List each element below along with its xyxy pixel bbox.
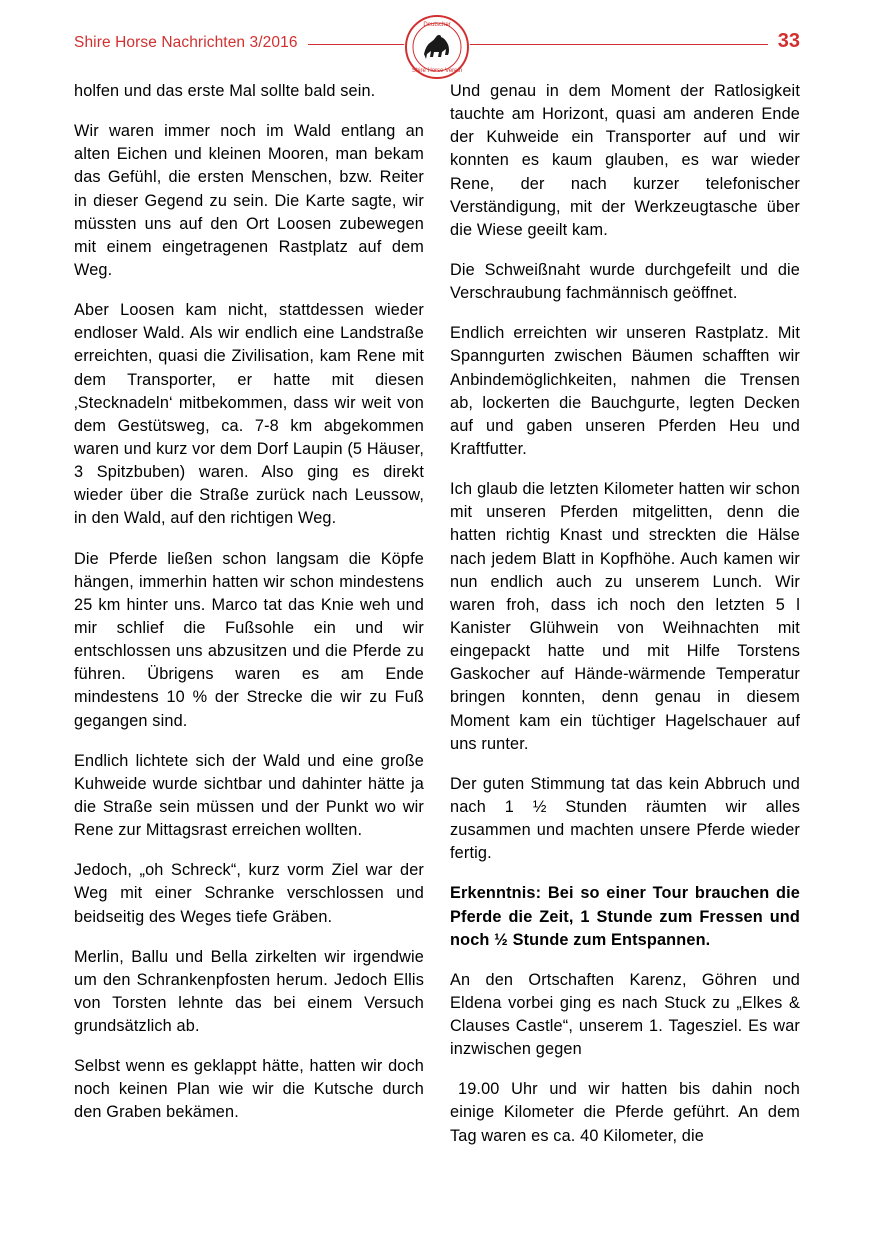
shire-horse-club-logo [404,14,470,80]
right-column [450,80,800,1210]
publication-title: Shire Horse Nachrichten 3/2016 [74,34,308,52]
paragraph: Aber Loosen kam nicht, stattdessen wieder endloser Wald. Als wir endlich eine Landstraße erreichten, quasi die Zivilisation, kam Rene mit dem Transporter, er hatte mit diesen ‚Stecknadeln‘ mitbekommen, dass wir weit von dem Gestütsweg, ca. 7-8 km abgekommen waren und kurz vor dem Dorf Laupin (5 Häuser, 3 Spitzbuben) waren. Also ging es direkt wieder über die Straße zurück nach Leussow, in den Wald, auf den richtigen Weg. [74,301,424,528]
paragraph: 19.00 Uhr und wir hatten bis dahin noch einige Kilometer die Pferde geführt. An dem Tag waren es ca. 40 Kilometer, die [450,1080,800,1145]
article-body [74,80,800,1210]
paragraph: Selbst wenn es geklappt hätte, hatten wir doch noch keinen Plan wie wir die Kutsche durch den Graben bekämen. [74,1057,424,1122]
left-column [74,80,424,1210]
paragraph: holfen und das erste Mal sollte bald sein. [74,82,376,100]
paragraph: Die Schweißnaht wurde durchgefeilt und die Verschraubung fachmännisch geöffnet. [450,260,800,303]
paragraph: Und genau in dem Moment der Ratlosigkeit tauchte am Horizont, quasi am anderen Ende der Kuhweide ein Transporter auf und wir konnten es kaum glauben, es war wieder Rene, der nach kurzer telefonischer Verständigung, mit der Werkzeugtasche über die Wiese geeilt kam. [450,82,800,239]
paragraph: An den Ortschaften Karenz, Göhren und Eldena vorbei ging es nach Stuck zu „Elkes & Clauses Castle“, unserem 1. Tagesziel. Es war inzwischen gegen [450,970,800,1059]
svg-text:Deutscher: Deutscher [423,22,451,28]
svg-text:Shire Horse Verein: Shire Horse Verein [411,68,463,74]
paragraph: Der guten Stimmung tat das kein Abbruch und nach 1 ½ Stunden räumten wir alles zusammen und machten unsere Pferde wieder fertig. [450,774,800,863]
paragraph: Endlich lichtete sich der Wald und eine große Kuhweide wurde sichtbar und dahinter hätte ja die Straße sein müssen und der Punkt wo wir Rene zur Mittagsrast erreichen wollten. [74,751,424,840]
paragraph: Endlich erreichten wir unseren Rastplatz. Mit Spanngurten zwischen Bäumen schafften wir Anbindemöglichkeiten, nahmen die Trensen ab, lockerten die Bauchgurte, legten Decken auf und gaben unseren Pferden Heu und Kraftfutter. [450,324,800,458]
paragraph: Jedoch, „oh Schreck“, kurz vorm Ziel war der Weg mit einer Schranke verschlossen und beidseitig des Weges tiefe Gräben. [74,861,424,926]
paragraph: Merlin, Ballu und Bella zirkelten wir irgendwie um den Schrankenpfosten herum. Jedoch Ellis von Torsten lehnte das bei einem Versuch grundsätzlich ab. [74,947,424,1036]
page-number: 33 [768,30,800,53]
paragraph: Ich glaub die letzten Kilometer hatten wir schon mit unseren Pferden mitgelitten, denn die hatten richtig Knast und streckten die Hälse nach jedem Blatt in Kopfhöhe. Auch kamen wir nun endlich auch zu unserem Lunch. Wir waren froh, dass ich noch den letzten 5 l Kanister Glühwein von Weihnachten mit eingepackt hatte und mit Hilfe Torstens Gaskocher auf Hände-wärmende Temperatur bringen konnten, denn genau in diesem Moment kam ein tüchtiger Hagelschauer auf uns runter. [450,480,800,753]
paragraph-conclusion: Erkenntnis: Bei so einer Tour brauchen die Pferde die Zeit, 1 Stunde zum Fressen und noch ½ Stunde zum Entspannen. [450,884,800,949]
page-header [74,22,800,74]
paragraph: Die Pferde ließen schon langsam die Köpfe hängen, immerhin hatten wir schon mindestens 25 km hinter uns. Marco tat das Knie weh und mir schlief die Fußsohle ein und wir entschlossen uns abzusitzen und die Pferde zu führen. Übrigens waren es am Ende mindestens 10 % der Strecke die wir zu Fuß gegangen sind. [74,549,424,730]
paragraph: Wir waren immer noch im Wald entlang an alten Eichen und kleinen Mooren, man bekam das Gefühl, die ersten Menschen, bzw. Reiter in dieser Gegend zu sein. Die Karte sagte, wir müssten uns auf den Ort Loosen zubewegen mit einem eingetragenen Rastplatz auf dem Weg. [74,122,424,279]
